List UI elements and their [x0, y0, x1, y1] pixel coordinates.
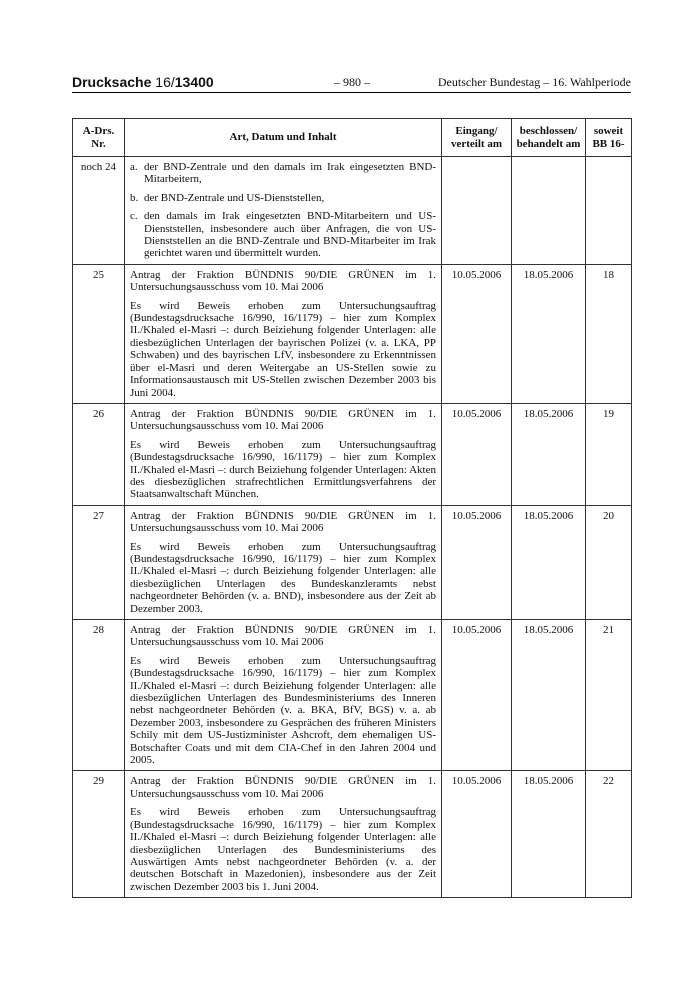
- list-item-letter: b.: [130, 191, 139, 204]
- row-beschlossen: 18.05.2006: [512, 620, 586, 771]
- row-number: 25: [73, 264, 125, 403]
- row-number: 26: [73, 403, 125, 505]
- publisher: Deutscher Bundestag – 16. Wahlperiode: [437, 75, 631, 89]
- row-content: [125, 620, 442, 771]
- list-item: [130, 210, 436, 260]
- row-number: 27: [73, 505, 125, 619]
- row-beschlossen: 18.05.2006: [512, 264, 586, 403]
- row-body: Es wird Beweis erhoben zum Untersuchungsauftrag (Bundestagsdrucksache 16/990, 16/1179) – hier zum Komplex II./Khaled el-Masri –: durch Beiziehung folgender Unterlagen: Akten des diesbezüglichen strafrechtlichen Ermittlungsverfahrens der Staatsanwaltschaft München.: [130, 438, 436, 501]
- row-bb: 18: [586, 264, 632, 403]
- row-title: Antrag der Fraktion BÜNDNIS 90/DIE GRÜNEN im 1. Untersuchungsausschuss vom 10. Mai 2006: [130, 775, 436, 800]
- row-number: 28: [73, 620, 125, 771]
- table-row: [73, 157, 632, 265]
- row-beschlossen: 18.05.2006: [512, 771, 586, 898]
- row-body: Es wird Beweis erhoben zum Untersuchungsauftrag (Bundestagsdrucksache 16/990, 16/1179) – hier zum Komplex II./Khaled el-Masri –: durch Beiziehung folgender Unterlagen: alle diesbezüglichen Unterlagen des Bundesministeriums des Inneren nebst nachgeordneter Behörden (v. a. BKA, BfV, BGS) v. a. ab Dezember 2003, insbesondere zu Gesprächen des früheren Ministers Schily mit dem US-Justizminister Ashcroft, dem ehemaligen US-Botschafter Coats und mit dem CIA-Chef in den Jahren 2004 und 2005.: [130, 654, 436, 767]
- row-eingang: 10.05.2006: [442, 771, 512, 898]
- table-row: [73, 264, 632, 403]
- row-body: Es wird Beweis erhoben zum Untersuchungsauftrag (Bundestagsdrucksache 16/990, 16/1179) – hier zum Komplex II./Khaled el-Masri –: durch Beiziehung folgender Unterlagen: alle diesbezüglichen Unterlagen des Bundeskanzleramts nebst nachgeordneter Behörden (v. a. BND), insbesondere aus der Zeit ab Dezember 2003.: [130, 540, 436, 615]
- row-eingang: 10.05.2006: [442, 620, 512, 771]
- table-header-row: [73, 119, 632, 157]
- row-number: 29: [73, 771, 125, 898]
- list-item: [130, 192, 436, 204]
- row-bb: 19: [586, 403, 632, 505]
- document-number: [72, 74, 214, 90]
- column-header-nr: A-Drs. Nr.: [73, 119, 125, 157]
- row-eingang: 10.05.2006: [442, 403, 512, 505]
- column-header-eingang: Eingang/ verteilt am: [442, 119, 512, 157]
- table-row: [73, 771, 632, 898]
- list-item-text: der BND-Zentrale und US-Dienststellen,: [144, 191, 325, 204]
- table-row: [73, 620, 632, 771]
- document-number-main: 13400: [174, 74, 214, 90]
- column-header-soweit: soweit BB 16-: [586, 119, 632, 157]
- row-bb: [586, 157, 632, 265]
- row-content: [125, 505, 442, 619]
- row-bb: 21: [586, 620, 632, 771]
- row-title: Antrag der Fraktion BÜNDNIS 90/DIE GRÜNEN im 1. Untersuchungsausschuss vom 10. Mai 2006: [130, 268, 436, 294]
- column-header-beschlossen: beschlossen/ behandelt am: [512, 119, 586, 157]
- list-item: [130, 161, 436, 186]
- row-title: Antrag der Fraktion BÜNDNIS 90/DIE GRÜNEN im 1. Untersuchungsausschuss vom 10. Mai 2006: [130, 624, 436, 649]
- document-number-prefix: 16/: [155, 74, 175, 90]
- document-label: Drucksache: [72, 74, 156, 90]
- row-content: [125, 771, 442, 898]
- row-content: [125, 403, 442, 505]
- row-eingang: 10.05.2006: [442, 505, 512, 619]
- row-bb: 22: [586, 771, 632, 898]
- page-number: – 980 –: [334, 75, 370, 89]
- row-eingang: 10.05.2006: [442, 264, 512, 403]
- row-content: [125, 264, 442, 403]
- list-item-letter: a.: [130, 161, 138, 173]
- row-number: noch 24: [73, 157, 125, 265]
- table-row: [73, 505, 632, 619]
- antrags-table: [72, 118, 632, 898]
- row-title: Antrag der Fraktion BÜNDNIS 90/DIE GRÜNEN im 1. Untersuchungsausschuss vom 10. Mai 2006: [130, 407, 436, 433]
- row-eingang: [442, 157, 512, 265]
- row-bb: 20: [586, 505, 632, 619]
- row-beschlossen: 18.05.2006: [512, 403, 586, 505]
- row-title: Antrag der Fraktion BÜNDNIS 90/DIE GRÜNEN im 1. Untersuchungsausschuss vom 10. Mai 2006: [130, 509, 436, 535]
- list-item-letter: c.: [130, 210, 138, 223]
- list-item-text: der BND-Zentrale und den damals im Irak eingesetzten BND-Mitarbeitern,: [144, 161, 436, 186]
- row-beschlossen: [512, 157, 586, 265]
- row-body: Es wird Beweis erhoben zum Untersuchungsauftrag (Bundestagsdrucksache 16/990, 16/1179) – hier zum Komplex II./Khaled el-Masri –: durch Beiziehung folgender Unterlagen: alle diesbezüglichen Unterlagen der bayrischen Polizei (v. a. LKA, PP Schwaben) und des bayrischen LfV, insbesondere zu Erkenntnissen über el-Masri und deren Weitergabe an US-Stellen sowie zu Informationsaustausch mit US-Stellen zwischen Dezember 2003 bis Juni 2004.: [130, 299, 436, 399]
- row-content: [125, 157, 442, 265]
- page-header: [72, 74, 631, 93]
- list-item-text: den damals im Irak eingesetzten BND-Mitarbeitern und US-Dienststellen, insbesondere auch über Anfragen, die von US-Dienststellen an die BND-Zentrale und BND-Mitarbeiter im Irak gerichtet waren und übermittelt wurden.: [144, 210, 436, 260]
- table-row: [73, 403, 632, 505]
- row-beschlossen: 18.05.2006: [512, 505, 586, 619]
- row-body: Es wird Beweis erhoben zum Untersuchungsauftrag (Bundestagsdrucksache 16/990, 16/1179) – hier zum Komplex II./Khaled el-Masri –: durch Beiziehung folgender Unterlagen: alle diesbezüglichen Unterlagen des Bundesministeriums des Auswärtigen Amts nebst nachgeordneter Behörden (v. a. der deutschen Botschaft in Mazedonien), insbesondere aus der Zeit zwischen Dezember 2003 bis 1. Juni 2004.: [130, 806, 436, 893]
- column-header-inhalt: Art, Datum und Inhalt: [125, 119, 442, 157]
